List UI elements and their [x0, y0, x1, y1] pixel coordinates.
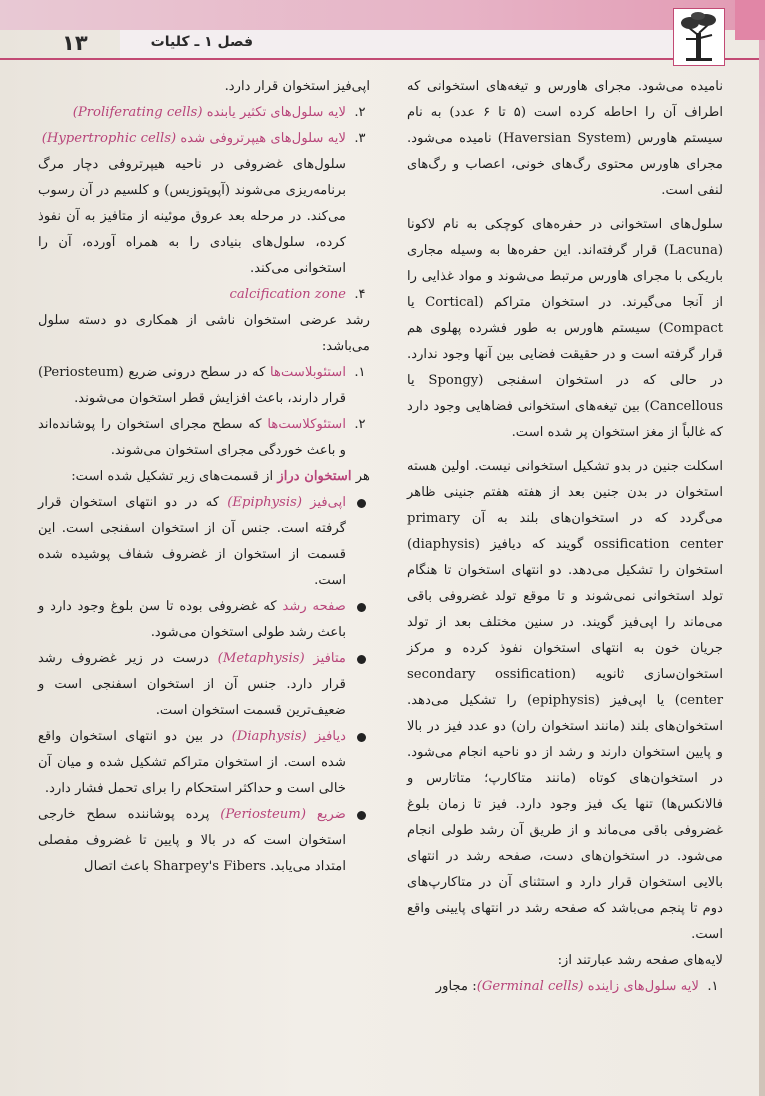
latin-term: (Proliferating cells): [72, 105, 203, 120]
bullet-item: [38, 594, 370, 646]
right-column: [407, 74, 723, 1000]
term: لایه سلول‌های هیپرتروفی شده: [180, 131, 346, 146]
item-text: پرده پوشاننده سطح خارجی استخوان است که در بالا و پایین تا غضروف مفصلی امتداد می‌یابد. Sharpey's Fibers باعث اتصال: [38, 807, 346, 874]
item-number: ۲.: [354, 105, 366, 120]
paragraph: اسکلت جنین در بدو تشکیل استخوانی نیست. اولین هسته استخوان در بدن جنین بعد از هفته هفتم جنینی ظاهر می‌گردد که در استخوان‌های بلند به آن primary ossification center گویند که دیافیز (diaphysis) استخوان را تشکیل می‌دهد. دو انتهای استخوان تا هنگام تولد استخوانی نمی‌شوند و تا موقع تولد غضروفی باقی می‌ماند را اپی‌فیز گویند. در سنین مختلف بعد از تولد جریان خون به انتهای استخوان نفوذ کرده و مرکز استخوان‌سازی ثانویه (secondary ossification center) یا اپی‌فیز (epiphysis) را تشکیل می‌دهد. استخوان‌های بلند (مانند استخوان ران) دو عدد فیز در بالا و پایین استخوان دارند و رشد از دو ناحیه انجام می‌شود. در استخوان‌های کوتاه (مانند متاکارپ؛ متاتارس و فالانکس‌ها) تنها یک فیز وجود دارد. فیز تا زمان بلوغ غضروفی باقی می‌ماند و از طریق آن رشد طولی انجام می‌شود. در استخوان‌های دست، صفحه رشد در انتهای بالایی استخوان قرار دارد و استثنای آن در متاکارپ‌های دوم تا پنجم می‌باشد که صفحه رشد در انتهای پایینی واقع است.: [407, 459, 723, 942]
tree-logo-icon: [673, 8, 725, 66]
latin-term: (Hypertrophic cells): [41, 131, 177, 146]
item-text: درست در زیر غضروف رشد قرار دارد. جنس آن از استخوان اسفنجی است و ضعیف‌ترین قسمت استخوان است.: [38, 651, 346, 718]
item-text: در بین دو انتهای استخوان واقع شده است. از استخوان متراکم تشکیل شده و میان آن خالی است و حداکثر استحکام را برای تحمل فشار دارد.: [38, 729, 346, 796]
bullet-item: [38, 490, 370, 594]
list-item: [38, 100, 370, 126]
left-column: [38, 74, 370, 880]
list-item: [38, 412, 370, 464]
bullet-item: [38, 646, 370, 724]
item-text: سلول‌های غضروفی در ناحیه هیپرتروفی دچار مرگ برنامه‌ریزی می‌شوند (آپوپتوزیس) و کلسیم در آن رسوب می‌کند. در مرحله بعد عروق موئینه از متافیز به آن نفوذ کرده، سلول‌های بنیادی را به همراه آورده، آن را استخوانی می‌کند.: [38, 157, 346, 276]
latin-term: (Metaphysis): [217, 651, 305, 666]
item-number: ۲.: [354, 417, 366, 432]
list-item: [38, 360, 370, 412]
term: استخوان دراز: [277, 469, 352, 484]
text: هر: [351, 469, 370, 484]
item-text: : مجاور: [435, 979, 477, 994]
header-rule: [0, 58, 765, 60]
paragraph: سلول‌های استخوانی در حفره‌های کوچکی به نام لاکونا (Lacuna) قرار گرفته‌اند. این حفره‌ها به وسیله مجاری باریکی با مجرای هاورس مرتبط می‌شوند و مواد غذایی را از آنجا می‌گیرند. در استخوان متراکم (Cortical یا Compact) سیستم هاورس به طور فشرده پهلوی هم قرار گرفته است و در حقیقت فضایی بین آنها وجود ندارد. در حالی که در استخوان اسفنجی (Spongy یا Cancellous) بین تیغه‌های استخوانی فضاهایی وجود دارد که غالباً از مغز استخوان پر شده است.: [407, 217, 723, 440]
latin-term: (Diaphysis): [231, 729, 307, 744]
page-edge: [759, 40, 765, 1096]
item-number: ۱.: [354, 365, 366, 380]
paragraph: لایه‌های صفحه رشد عبارتند از:: [557, 953, 723, 968]
latin-term: (Epiphysis): [227, 495, 302, 510]
item-text: که در دو انتهای استخوان قرار گرفته است. جنس آن از استخوان اسفنجی است. این قسمت از استخوان از غضروف شفاف پوشیده شده است.: [38, 495, 346, 588]
item-text: که غضروفی بوده تا سن بلوغ وجود دارد و باعث رشد طولی استخوان می‌شود.: [38, 599, 346, 640]
term: ضریع: [316, 807, 346, 822]
term: اپی‌فیز: [310, 495, 346, 510]
term: لایه سلول‌های زاینده: [587, 979, 699, 994]
paragraph: رشد عرضی استخوان ناشی از همکاری دو دسته سلول می‌باشد:: [38, 313, 370, 354]
item-number: ۳.: [354, 131, 366, 146]
bullet-icon: [357, 603, 366, 612]
item-number: ۱.: [707, 979, 719, 994]
bullet-icon: [357, 733, 366, 742]
list-item: [38, 282, 370, 308]
list-item: [38, 126, 370, 282]
item-text: که سطح مجرای استخوان را پوشانده‌اند و باعث خوردگی مجرای استخوان می‌شوند.: [38, 417, 346, 458]
list-item: [407, 974, 723, 1000]
bullet-icon: [357, 499, 366, 508]
text: از قسمت‌های زیر تشکیل شده است:: [71, 469, 278, 484]
latin-term: (Periosteum): [220, 807, 306, 822]
bullet-item: [38, 724, 370, 802]
latin-term: (Germinal cells): [476, 979, 584, 994]
term: استئوبلاست‌ها: [270, 365, 346, 380]
term: متافیز: [313, 651, 346, 666]
item-number: ۴.: [354, 287, 366, 302]
chapter-tab: [735, 0, 765, 40]
term: صفحه رشد: [282, 599, 346, 614]
latin-term: calcification zone: [229, 287, 346, 302]
bullet-icon: [357, 655, 366, 664]
bullet-item: [38, 802, 370, 880]
page-number: ۱۳: [62, 31, 88, 55]
paragraph: اپی‌فیز استخوان قرار دارد.: [224, 79, 370, 94]
term: لایه سلول‌های تکثیر یابنده: [206, 105, 346, 120]
term: استئوکلاست‌ها: [267, 417, 346, 432]
item-text: که در سطح درونی ضریع (Periosteum) قرار دارند، باعث افزایش قطر استخوان می‌شوند.: [38, 365, 346, 406]
bullet-icon: [357, 811, 366, 820]
header-band: [0, 0, 765, 30]
paragraph: [38, 464, 370, 490]
paragraph: نامیده می‌شود. مجرای هاورس و تیغه‌های استخوانی که اطراف آن را احاطه کرده است (۵ تا ۶ عدد) به نام سیستم هاورس (Haversian System) نامیده می‌شود. مجرای هاورس محتوی رگ‌های خونی، اعصاب و رگ‌های لنفی است.: [407, 79, 724, 198]
term: دیافیز: [314, 729, 346, 744]
chapter-title: فصل ۱ ـ کلیات: [150, 34, 253, 50]
